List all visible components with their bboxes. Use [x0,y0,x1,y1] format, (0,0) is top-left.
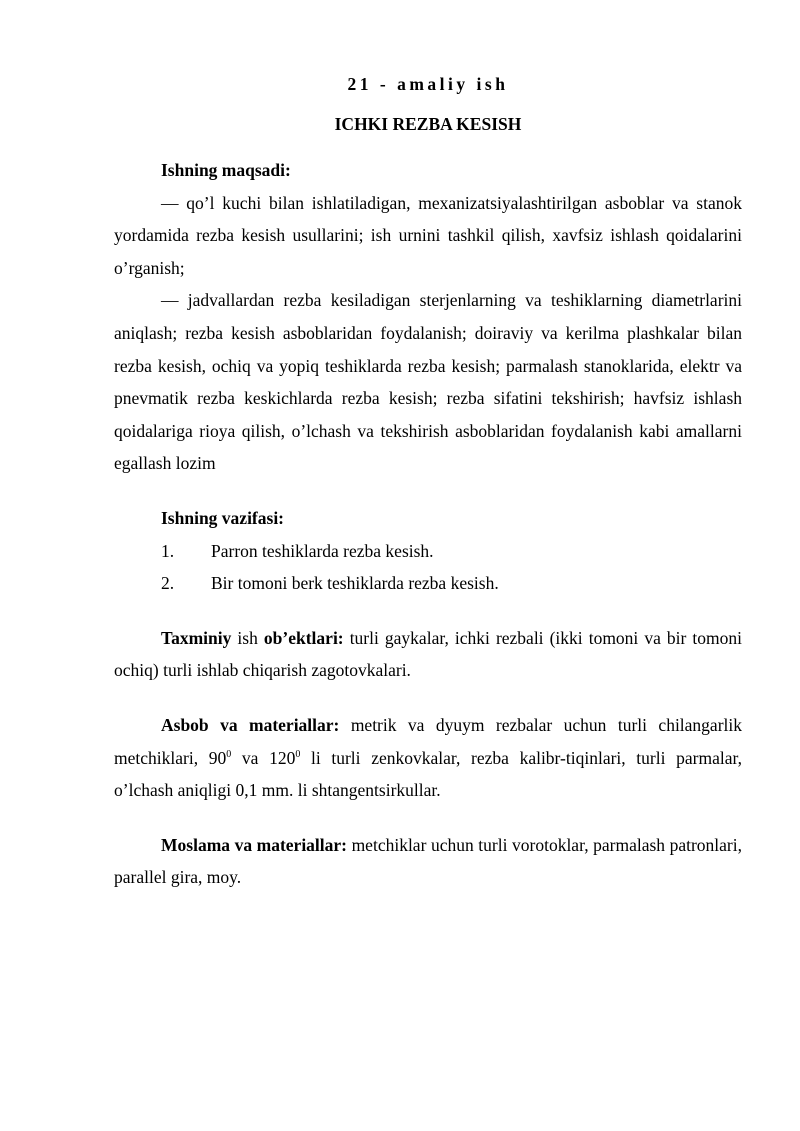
tools-text-3: li turli zenkovkalar, rezba kalibr-tiqinlari, turli parmalar, o’lchash aniqligi 0,1 mm. li shtangentsirkullar. [114,747,742,801]
document-page [114,68,742,894]
task-text: Bir tomoni berk teshiklarda rezba kesish. [211,573,499,594]
fixtures-paragraph [114,829,742,894]
tools-text-1: metrik va dyuym rezbalar uchun turli chilangarlik metchiklari, 90 [114,714,742,768]
objects-label-a: Taxminiy [161,627,232,648]
objects-label-c: ob’ektlari: [263,627,344,648]
objects-text: turli gaykalar, ichki rezbali (ikki tomoni va bir tomoni ochiq) turli ishlab chiqarish zagotovkalari. [114,627,743,681]
task-item-1 [114,535,742,568]
objects-label-b: ish [237,627,258,648]
fixtures-label: Moslama va materiallar: [161,834,348,855]
page-subtitle: ICHKI REZBA KESISH [334,114,522,134]
fixtures-text: metchiklar uchun turli vorotoklar, parmalash patronlari, parallel gira, moy. [114,834,743,888]
degree-superscript: 0 [226,748,232,760]
tools-label: Asbob va materiallar: [161,714,340,735]
goal-paragraph-1: — qo’l kuchi bilan ishlatiladigan, mexanizatsiyalashtirilgan asboblar va stanok yordamida rezba kesish usullarini; ish urnini tashkil qilish, xavfsiz ishlash qoidalarini o’rganish; [114,192,742,278]
tools-text-2: va 120 [231,747,296,768]
tools-paragraph [114,709,742,807]
task-item-2 [114,567,742,600]
task-number: 1. [161,540,175,561]
objects-paragraph [114,622,742,687]
goal-heading: Ishning maqsadi: [161,160,291,180]
task-text: Parron teshiklarda rezba kesish. [211,540,434,561]
page-title: 21 - amaliy ish [347,74,509,94]
task-number: 2. [161,573,175,594]
degree-superscript: 0 [295,748,301,760]
tasks-heading: Ishning vazifasi: [161,507,285,528]
goal-paragraph-2: — jadvallardan rezba kesiladigan sterjenlarning va teshiklarning diametrlarini aniqlash; rezba kesish asboblaridan foydalanish; doiraviy va kerilma plashkalar bilan rezba kesish, ochiq va yopiq teshiklarda rezba kesish; parmalash stanoklarida, elektr va pnevmatik rezba keskichlarda rezba kesish; rezba sifatini tekshirish; havfsiz ishlash qoidalariga rioya qilish, o’lchash va tekshirish asboblaridan foydalanish kabi amallarni egallash lozim [114,290,742,474]
